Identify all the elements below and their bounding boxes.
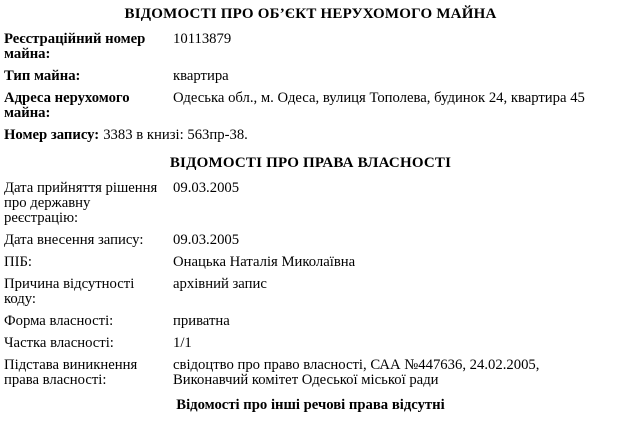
ownership-share-value: 1/1 bbox=[173, 335, 192, 351]
decision-date-value: 09.03.2005 bbox=[173, 180, 240, 196]
rights-section-title: ВІДОМОСТІ ПРО ПРАВА ВЛАСНОСТІ bbox=[169, 155, 452, 171]
record-number-value: 3383 в книзі: 563пр-38. bbox=[103, 127, 248, 143]
property-type-value: квартира bbox=[173, 68, 229, 84]
field-row-decision-date bbox=[0, 181, 621, 226]
ownership-form-value: приватна bbox=[173, 313, 230, 329]
field-row-owner-name bbox=[0, 255, 621, 270]
field-row-ownership-basis bbox=[0, 358, 621, 388]
registration-number-value: 10113879 bbox=[173, 31, 232, 47]
object-section-title: ВІДОМОСТІ ПРО ОБ’ЄКТ НЕРУХОМОГО МАЙНА bbox=[124, 6, 497, 22]
field-row-entry-date bbox=[0, 233, 621, 248]
property-address-value: Одеська обл., м. Одеса, вулиця Тополева, будинок 24, квартира 45 bbox=[173, 90, 585, 106]
field-row-ownership-form bbox=[0, 314, 621, 329]
record-number-label: Номер запису: bbox=[4, 127, 100, 143]
field-row-registration-number bbox=[0, 32, 621, 62]
code-absence-reason-label: Причина відсутності коду: bbox=[4, 276, 135, 307]
field-row-property-address bbox=[0, 91, 621, 121]
code-absence-reason-value: архівний запис bbox=[173, 276, 267, 292]
entry-date-label: Дата внесення запису: bbox=[4, 232, 144, 248]
owner-name-label: ПІБ: bbox=[4, 254, 33, 270]
property-address-label: Адреса нерухомого майна: bbox=[4, 90, 130, 121]
field-row-code-absence-reason bbox=[0, 277, 621, 307]
property-type-label: Тип майна: bbox=[4, 68, 81, 84]
registration-number-label: Реєстраційний номер майна: bbox=[4, 31, 146, 62]
field-row-property-type bbox=[0, 69, 621, 84]
owner-name-value: Онацька Наталія Миколаївна bbox=[173, 254, 356, 270]
ownership-basis-value: свідоцтво про право власності, САА №447636, 24.02.2005, Виконавчий комітет Одеської міської ради bbox=[173, 357, 540, 388]
ownership-form-label: Форма власності: bbox=[4, 313, 114, 329]
ownership-share-label: Частка власності: bbox=[4, 335, 114, 351]
record-number-line bbox=[0, 128, 621, 143]
field-row-ownership-share bbox=[0, 336, 621, 351]
decision-date-label: Дата прийняття рішення про державну реєстрацію: bbox=[4, 180, 158, 226]
entry-date-value: 09.03.2005 bbox=[173, 232, 240, 248]
other-rights-absent-note: Відомості про інші речові права відсутні bbox=[176, 397, 445, 413]
ownership-basis-label: Підстава виникнення права власності: bbox=[4, 357, 138, 388]
